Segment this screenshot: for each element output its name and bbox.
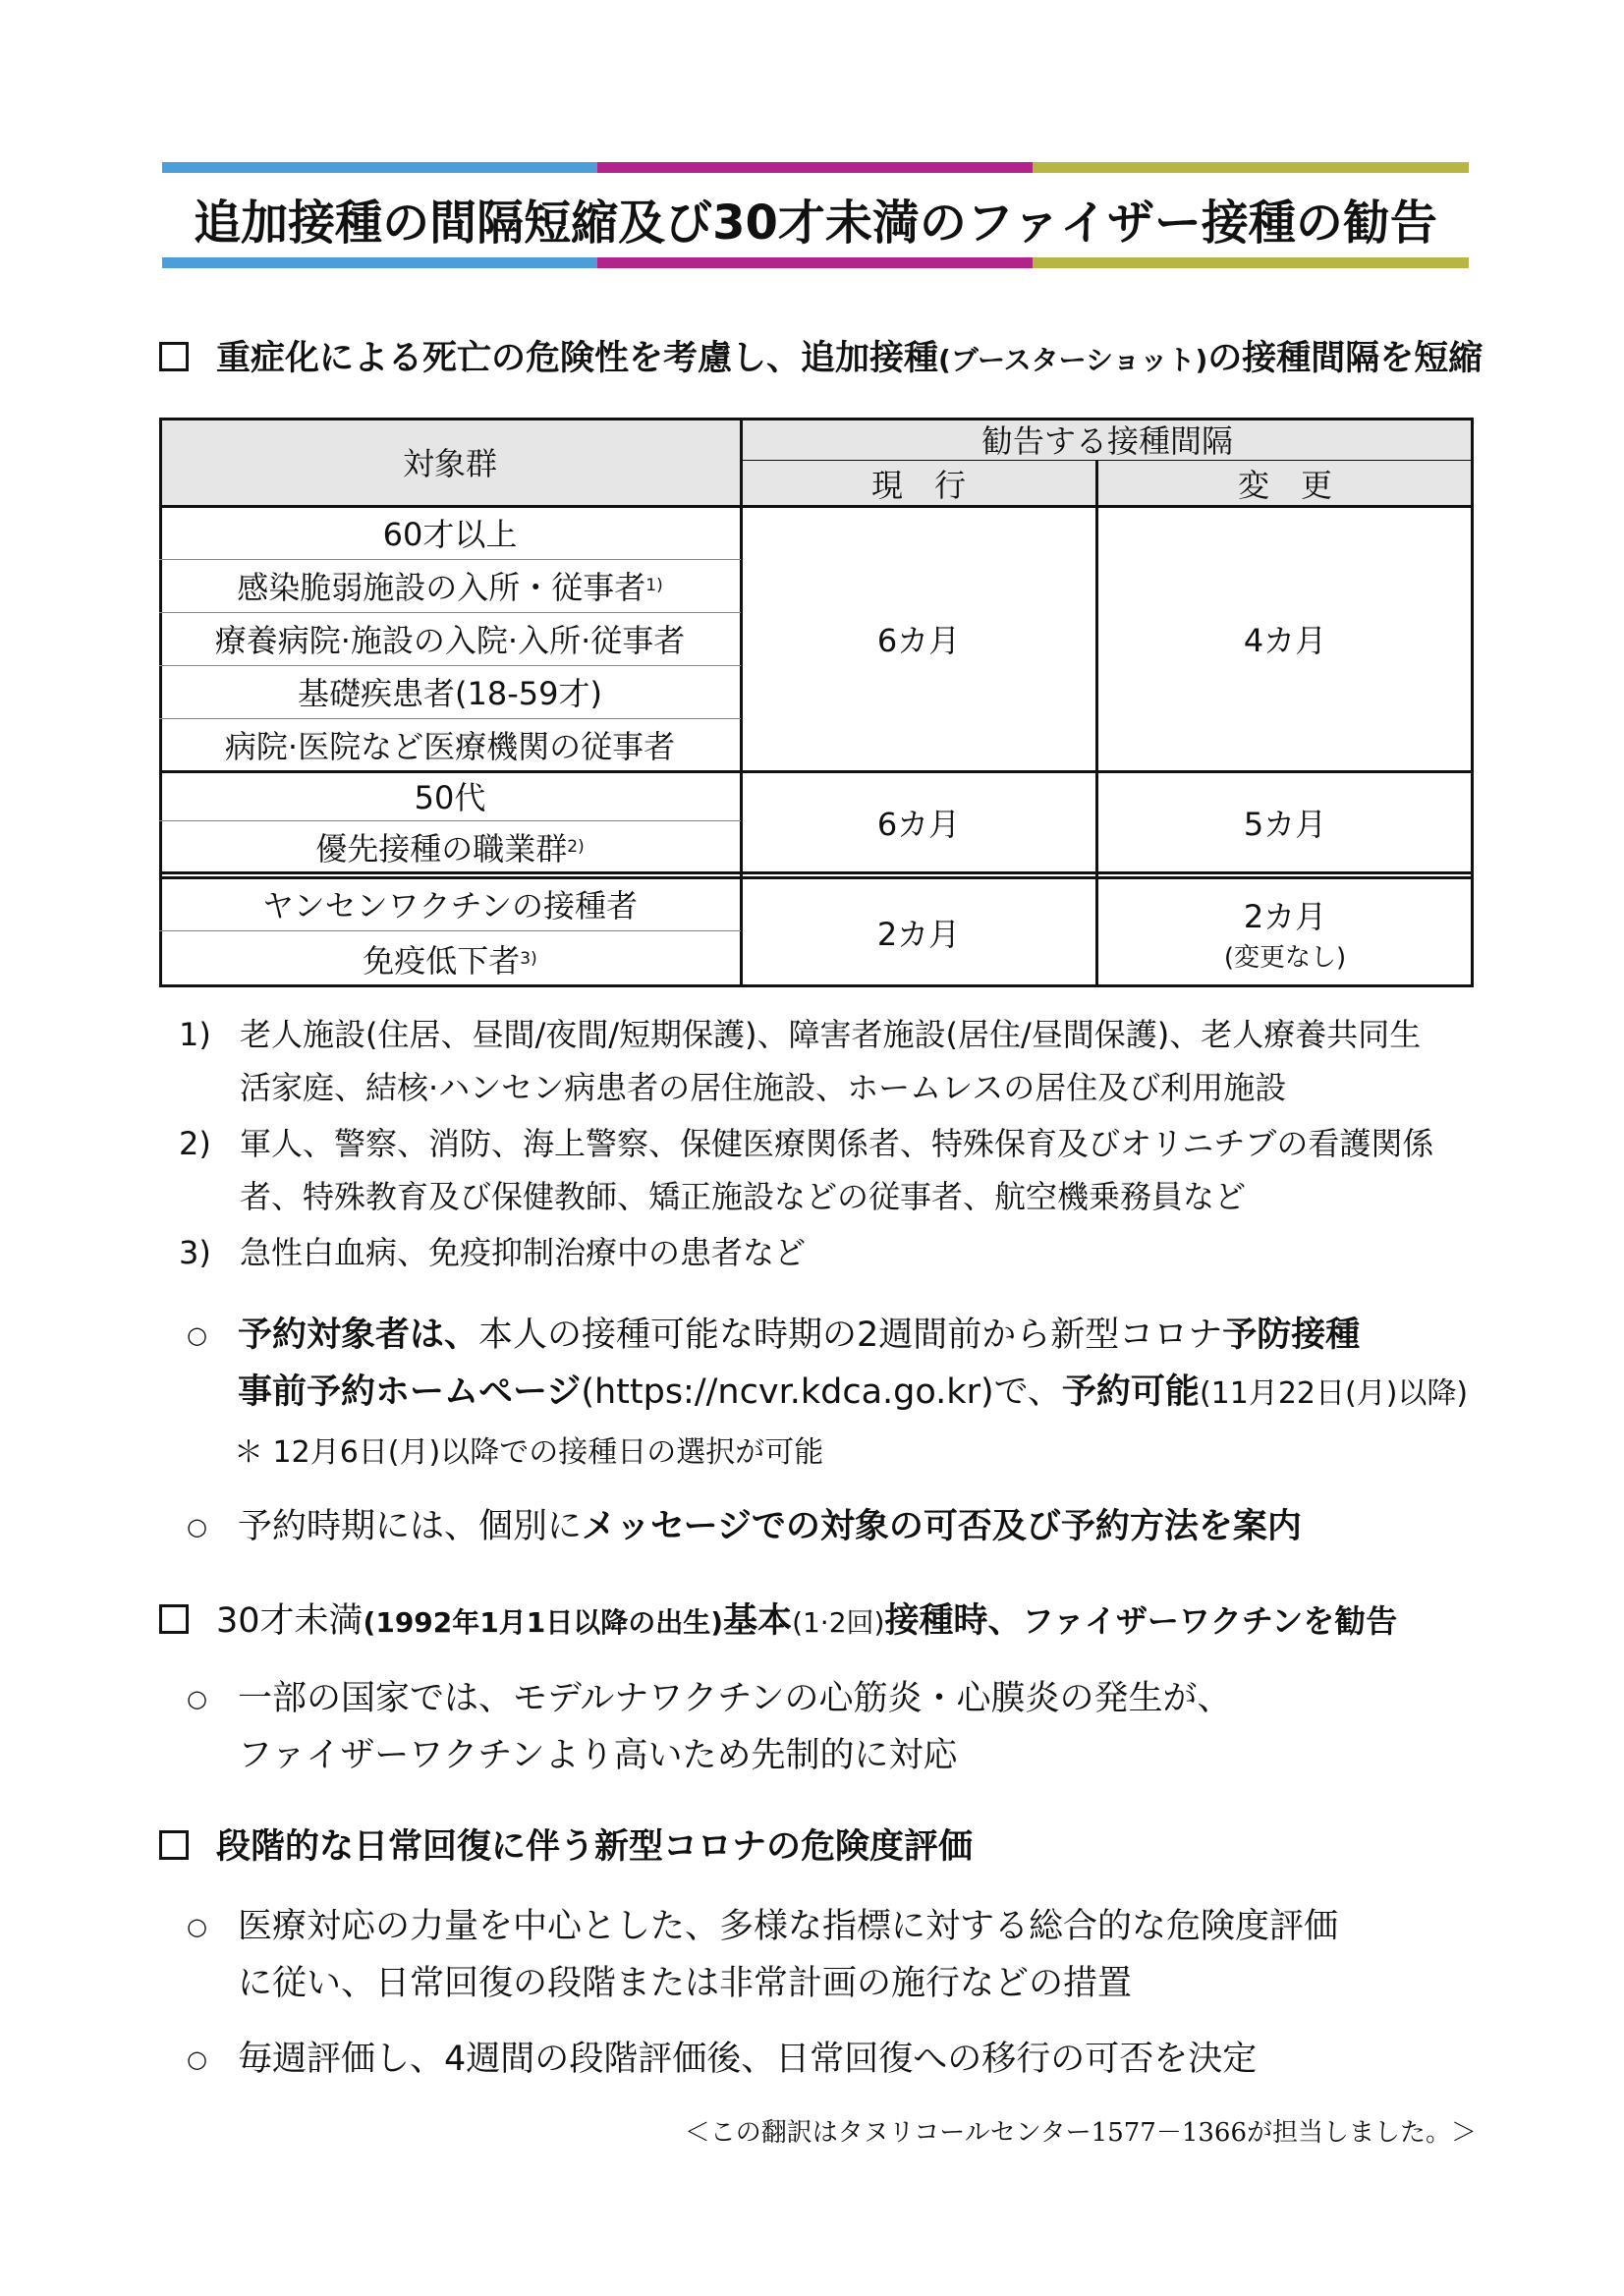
section1-heading-main: 重症化による死亡の危険性を考慮し、追加接種 [216, 339, 939, 378]
b1-l2-rest: (https://ncvr.kdca.go.kr)で、 [581, 1372, 1062, 1412]
section1-heading-small: (ブースターショット) [938, 344, 1208, 376]
col-current-label: 現 行 [870, 466, 966, 504]
table-border-right [1471, 418, 1474, 987]
g3-row-1 [159, 877, 741, 930]
note-2 [179, 1117, 1485, 1223]
table-border-bottom [159, 984, 1474, 987]
header-bottom-line [159, 505, 1474, 508]
g2-row-2-text: 優先接種の職業群 [315, 829, 568, 868]
g3-change [1096, 877, 1474, 987]
moderna-line1: 一部の国家では、モデルナワクチンの心筋炎・心膜炎の発生が、 [238, 1679, 1232, 1718]
section1-heading [159, 334, 1483, 385]
checkbox-square-icon [159, 342, 189, 371]
risk-line1: 医療対応の力量を中心とした、多様な指標に対する総合的な危険度評価 [238, 1907, 1339, 1946]
s2-c: (1·2回) [792, 1606, 885, 1639]
note-3-line1: 急性白血病、免疫抑制治療中の患者など [240, 1234, 807, 1271]
group-sep-2a [159, 871, 1474, 874]
section3-heading [159, 1822, 973, 1872]
b1-bold2: 予防接種 [1222, 1316, 1361, 1355]
interval-table [159, 418, 1474, 987]
b1-l2-bold2: 予約可能 [1061, 1372, 1200, 1412]
table-border-top [159, 418, 1474, 420]
bullet-circle-icon: ○ [187, 2045, 207, 2073]
s2-b: 基本 [723, 1601, 793, 1641]
g1-current [741, 506, 1096, 771]
header-group-cell [159, 418, 741, 506]
col-line-1 [740, 418, 743, 987]
g1-line-1 [159, 559, 741, 560]
g1-line-4 [159, 718, 741, 719]
g1-row-3-text: 療養病院·施設の入院·入所·従事者 [214, 622, 686, 659]
g2-change [1096, 771, 1474, 872]
g2-line-1 [159, 820, 741, 821]
g2-row-2 [159, 820, 741, 872]
s3-heading-text: 段階的な日常回復に伴う新型コロナの危険度評価 [216, 1827, 974, 1867]
s2-small: (1992年1月1日以降の出生) [363, 1606, 724, 1639]
page-title: 追加接種の間隔短縮及び30才未満のファイザー接種の勧告 [194, 196, 1437, 251]
b2-text: 予約時期には、個別に [238, 1507, 583, 1546]
header-current-cell [741, 460, 1096, 506]
note-2-line1: 軍人、警察、消防、海上警察、保健医療関係者、特殊保育及びオリニチブの看護関係 [240, 1125, 1434, 1162]
bullet-circle-icon: ○ [187, 1321, 207, 1349]
g1-line-2 [159, 612, 741, 613]
title-band-bottom-magenta [597, 257, 1033, 268]
g1-row-2-text: 感染脆弱施設の入所・従事者 [237, 569, 646, 606]
g1-row-2 [159, 559, 741, 612]
s2-d: 接種時、 [884, 1601, 1023, 1641]
g2-row-1 [159, 771, 741, 820]
g3-line-1 [159, 930, 741, 931]
section1-heading-end: の接種間隔を短縮 [1207, 339, 1484, 378]
b1-bold: 予約対象者は、 [238, 1316, 479, 1355]
bullet-period-line [238, 1498, 1302, 1555]
col-interval-label: 勧告する接種間隔 [980, 421, 1233, 460]
bullet-circle-icon: ○ [187, 1513, 207, 1540]
g2-row-1-text: 50代 [414, 779, 486, 816]
bullet-reservation-sub: ＊ 12月6日(月)以降での接種日の選択が可能 [234, 1435, 824, 1470]
g2-current-text: 6カ月 [876, 805, 961, 843]
header-interval-cell [741, 418, 1474, 460]
bullet-circle-icon: ○ [187, 1913, 207, 1940]
note-2-num: 2) [179, 1125, 211, 1162]
g1-row-1-text: 60才以上 [382, 516, 518, 553]
g3-current [741, 877, 1096, 987]
g1-row-4-text: 基礎疾患者(18-59才) [298, 675, 602, 712]
note-1-line2: 活家庭、結核·ハンセン病患者の居住施設、ホームレスの居住及び利用施設 [240, 1069, 1287, 1106]
checkbox-square-icon [159, 1830, 189, 1860]
g3-current-text: 2カ月 [876, 916, 961, 953]
header-change-cell [1096, 460, 1474, 506]
col-line-2 [1095, 460, 1098, 987]
g1-change [1096, 506, 1474, 771]
g1-change-text: 4カ月 [1243, 622, 1327, 659]
g1-row-3 [159, 612, 741, 665]
section2-heading [159, 1596, 1397, 1648]
bullet-circle-icon: ○ [187, 1685, 207, 1712]
g1-current-text: 6カ月 [876, 622, 961, 659]
note-3 [179, 1226, 1485, 1279]
g2-change-text: 5カ月 [1243, 805, 1327, 843]
note-2-line2: 者、特殊教育及び保健教師、矯正施設などの従事者、航空機乗務員など [240, 1178, 1247, 1215]
note-1-num: 1) [179, 1016, 211, 1053]
group-sep-2b [159, 876, 1474, 879]
title-band-top-magenta [597, 162, 1033, 173]
title-band-bottom-blue [162, 257, 597, 268]
g1-line-3 [159, 665, 741, 666]
title-band-top-olive [1033, 162, 1469, 173]
b2-bold: メッセージでの対象の可否及び予約方法を案内 [582, 1507, 1302, 1546]
b1-l2-bold: 事前予約ホームページ [238, 1372, 582, 1412]
risk-line2: に従い、日常回復の段階または非常計画の施行などの措置 [238, 1964, 1133, 2003]
col-group-label: 対象群 [402, 445, 497, 482]
footnote-2-mark: 2) [567, 836, 585, 857]
footnote-1-mark: 1) [645, 576, 663, 595]
s2-a: 30才未満 [216, 1601, 364, 1641]
g1-row-4 [159, 665, 741, 718]
checkbox-square-icon [159, 1604, 189, 1634]
note-1-line1: 老人施設(住居、昼間/夜間/短期保護)、障害者施設(居住/昼間保護)、老人療養共同生 [240, 1016, 1422, 1053]
g3-change-text: 2カ月 [1243, 897, 1327, 935]
bullet-reservation-line1 [238, 1307, 1360, 1364]
g3-change-note: (変更なし) [1223, 942, 1347, 973]
g1-row-1 [159, 506, 741, 559]
g3-row-2-text: 免疫低下者 [363, 942, 521, 980]
g1-row-5-text: 病院·医院など医療機関の従事者 [224, 728, 676, 765]
header-mid-line [741, 460, 1474, 461]
bullet-reservation-line2 [238, 1364, 1468, 1423]
g1-row-5 [159, 718, 741, 771]
footnote-3-mark: 3) [520, 949, 537, 969]
group-sep-1 [159, 770, 1474, 773]
col-change-label: 変 更 [1237, 466, 1332, 504]
table-border-left [159, 418, 162, 987]
title-band-top-blue [162, 162, 597, 173]
g3-row-2 [159, 930, 741, 987]
moderna-line2: ファイザーワクチンより高いため先制的に対応 [238, 1736, 958, 1775]
g2-current [741, 771, 1096, 872]
title-band-bottom-olive [1033, 257, 1469, 268]
weekly-line: 毎週評価し、4週間の段階評価後、日常回復への移行の可否を決定 [238, 2040, 1258, 2079]
note-1 [179, 1008, 1485, 1114]
b1-rest: 本人の接種可能な時期の2週間前から新型コロナ [478, 1316, 1223, 1355]
note-3-num: 3) [179, 1234, 211, 1271]
g3-row-1-text: ヤンセンワクチンの接種者 [261, 887, 639, 924]
translation-footer: ＜この翻訳はタヌリコールセンター1577－1366が担当しました。＞ [684, 2118, 1477, 2148]
b1-l2-end: (11月22日(月)以降) [1199, 1376, 1469, 1411]
s2-e: ファイザーワクチンを勧告 [1022, 1602, 1398, 1640]
